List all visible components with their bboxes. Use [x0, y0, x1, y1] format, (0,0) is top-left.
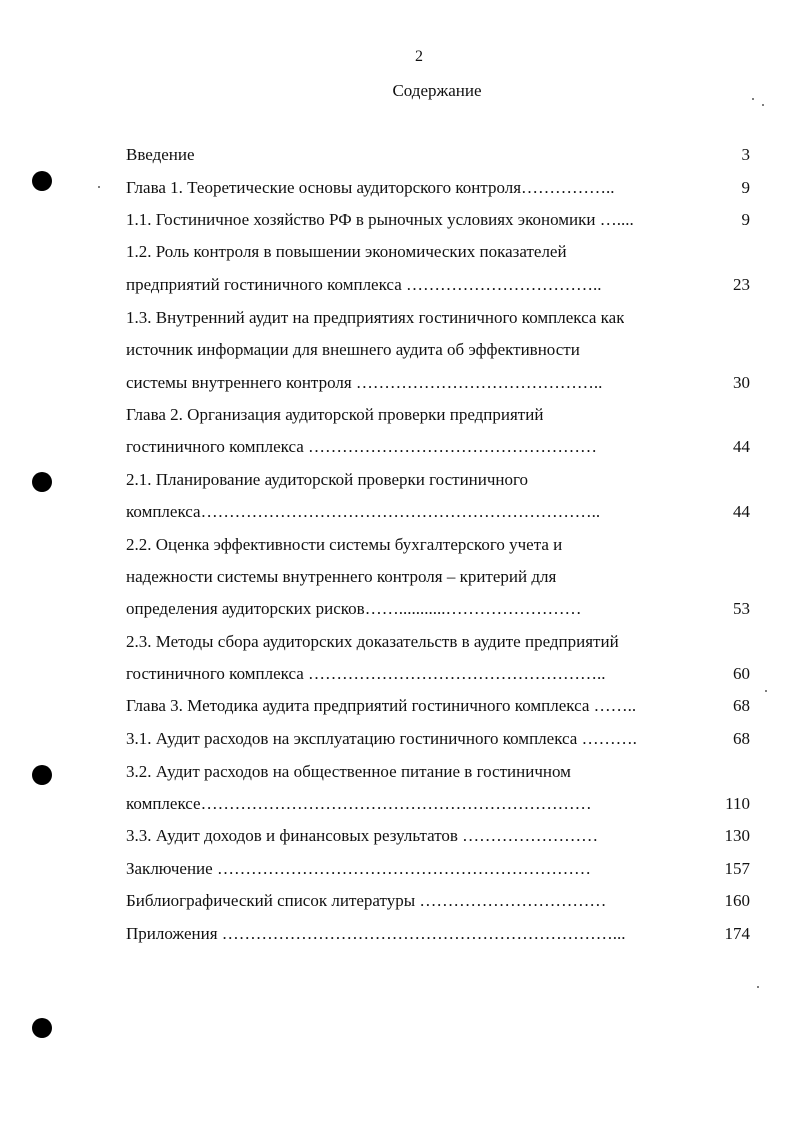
toc-line-text: 1.3. Внутренний аудит на предприятиях гостиничного комплекса как — [126, 308, 625, 327]
toc-line — [126, 662, 750, 686]
punch-hole-mark — [32, 472, 52, 492]
toc-line-page: 174 — [724, 924, 750, 943]
toc-line-page: 9 — [741, 178, 750, 197]
punch-hole-mark — [32, 1018, 52, 1038]
toc-line-text: 2.3. Методы сбора аудиторских доказательств в аудите предприятий — [126, 632, 619, 651]
toc-line — [126, 143, 750, 167]
toc-line-text: 1.1. Гостиничное хозяйство РФ в рыночных условиях экономики ….... — [126, 210, 634, 229]
toc-line — [126, 857, 750, 881]
toc-line — [126, 792, 750, 816]
toc-line — [126, 338, 750, 362]
toc-line-text: Глава 3. Методика аудита предприятий гостиничного комплекса …….. — [126, 696, 637, 715]
toc-line — [126, 597, 750, 621]
toc-line — [126, 176, 750, 200]
toc-line-page: 44 — [733, 502, 750, 521]
toc-line — [126, 922, 750, 946]
toc-line-page: 30 — [733, 373, 750, 392]
toc-line-text: Введение — [126, 145, 195, 164]
toc-line — [126, 435, 750, 459]
toc-line-page: 160 — [724, 891, 750, 910]
toc-line — [126, 824, 750, 848]
toc-line-page: 157 — [724, 859, 750, 878]
toc-line-page: 53 — [733, 599, 750, 618]
toc-line — [126, 630, 750, 654]
toc-line-page: 9 — [741, 210, 750, 229]
toc-line-text: системы внутреннего контроля …………………………………….. — [126, 373, 603, 392]
toc-line-page: 3 — [741, 145, 750, 164]
toc-line-page: 130 — [724, 826, 750, 845]
toc-line — [126, 208, 750, 232]
scan-speck — [98, 186, 100, 188]
toc-line-text: 2.2. Оценка эффективности системы бухгалтерского учета и — [126, 535, 563, 554]
toc-line-page: 44 — [733, 437, 750, 456]
toc-line-text: надежности системы внутреннего контроля – критерий для — [126, 567, 557, 586]
toc-line-page: 68 — [733, 696, 750, 715]
toc-line-text: определения аудиторских рисков……...........…………………… — [126, 599, 582, 618]
toc-line-text: гостиничного комплекса …………………………………………….. — [126, 664, 606, 683]
toc-line — [126, 565, 750, 589]
toc-line-text: комплексе…………………………………………………………… — [126, 794, 592, 813]
toc-line-text: предприятий гостиничного комплекса …………………………….. — [126, 275, 602, 294]
scan-speck — [762, 104, 764, 106]
toc-line — [126, 403, 750, 427]
toc-line-page: 23 — [733, 275, 750, 294]
toc-line-text: 3.2. Аудит расходов на общественное питание в гостиничном — [126, 762, 571, 781]
scan-speck — [765, 690, 767, 692]
toc-line-text: источник информации для внешнего аудита об эффективности — [126, 340, 580, 359]
toc-line-text: комплекса…………………………………………………………….. — [126, 502, 601, 521]
toc-line-text: 3.1. Аудит расходов на эксплуатацию гостиничного комплекса ………. — [126, 729, 637, 748]
punch-hole-mark — [32, 765, 52, 785]
toc-line — [126, 240, 750, 264]
toc-line-page: 60 — [733, 664, 750, 683]
toc-line — [126, 273, 750, 297]
toc-line — [126, 694, 750, 718]
toc-line-text: 1.2. Роль контроля в повышении экономических показателей — [126, 242, 567, 261]
toc-line-text: 3.3. Аудит доходов и финансовых результатов …………………… — [126, 826, 599, 845]
toc-line-text: Библиографический список литературы …………………………… — [126, 891, 607, 910]
toc-line-text: 2.1. Планирование аудиторской проверки гостиничного — [126, 470, 529, 489]
toc-line-text: Приложения ……………………………………………………………... — [126, 924, 626, 943]
toc-line — [126, 500, 750, 524]
toc-line-text: Заключение ………………………………………………………… — [126, 859, 591, 878]
toc-line — [126, 533, 750, 557]
toc-line — [126, 760, 750, 784]
toc-line-text: Глава 1. Теоретические основы аудиторского контроля…………….. — [126, 178, 615, 197]
toc-line-page: 68 — [733, 729, 750, 748]
toc-line — [126, 371, 750, 395]
page-number: 2 — [415, 48, 423, 65]
toc-line — [126, 727, 750, 751]
toc-line-text: гостиничного комплекса …………………………………………… — [126, 437, 598, 456]
punch-hole-mark — [32, 171, 52, 191]
toc-line-text: Глава 2. Организация аудиторской проверки предприятий — [126, 405, 544, 424]
toc-line-page: 110 — [725, 794, 750, 813]
page-title: Содержание — [392, 81, 482, 100]
toc-line — [126, 306, 750, 330]
scan-speck — [752, 98, 754, 100]
toc-line — [126, 889, 750, 913]
toc-line — [126, 468, 750, 492]
scan-speck — [757, 986, 759, 988]
